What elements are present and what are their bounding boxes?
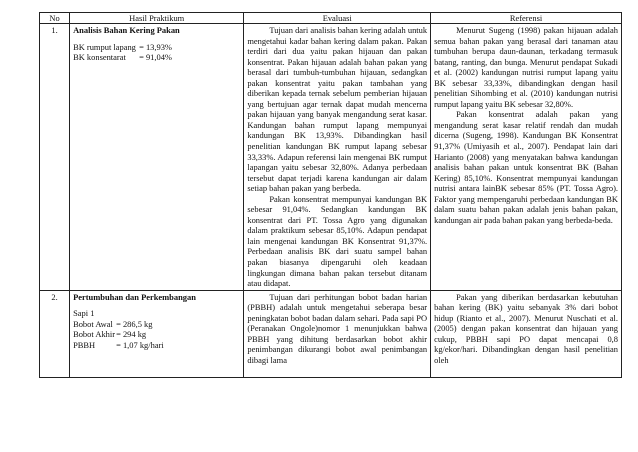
hasil-item-label: Bobot Awal	[73, 318, 113, 329]
hasil-cell	[70, 24, 244, 291]
hasil-item	[73, 329, 240, 340]
evaluasi-paragraph: Tujuan dari perhitungan bobot badan harian (PBBH) adalah untuk mengetahui seberapa besar peningkatan bobot badan dalam sehari. Pada sapi PO (Peranakan Ongole)nomor 1 menunjukkan bahwa PBBH yang dihitung berdasarkan bobot akhir penimbangan dikurangi bobot awal penimbangan dibagi lama	[247, 291, 428, 365]
hasil-item-value: = 286,5 kg	[116, 318, 153, 329]
referensi-paragraph: Menurut Sugeng (1998) pakan hijauan adalah semua bahan pakan yang berasal dari tanaman atau tumbuhan berupa daun-daunan, terkadang termasuk batang, ranting, dan bunga. Menurut pendapat Sukadi et al. (2002) kandungan nutrisi rumput lapang yaitu BK sebesar 33,33%, dibandingkan dengan hasil penelitian Sihombing et al. (2010) kandungan nutrisi rumput lapang yaitu BK sebesar 32,80%.	[434, 25, 618, 109]
hasil-item	[73, 52, 240, 63]
hasil-item	[73, 340, 240, 351]
hasil-item-value: = 1,07 kg/hari	[116, 339, 164, 350]
table-row	[40, 290, 622, 377]
hasil-title: Analisis Bahan Kering Pakan	[73, 25, 180, 35]
header-no: No	[40, 13, 70, 24]
evaluasi-cell	[244, 24, 431, 291]
hasil-cell	[70, 290, 244, 377]
hasil-item-value: = 294 kg	[116, 329, 147, 340]
header-referensi: Referensi	[431, 13, 622, 24]
hasil-item-value: = 13,93%	[139, 41, 172, 52]
header-hasil: Hasil Praktikum	[70, 13, 244, 24]
hasil-item	[73, 319, 240, 330]
hasil-title: Pertumbuhan dan Perkembangan	[73, 291, 196, 302]
hasil-item	[73, 42, 240, 53]
hasil-item-label: BK rumput lapang	[73, 41, 136, 52]
evaluasi-cell	[244, 290, 431, 377]
row-number: 2.	[40, 290, 70, 377]
referensi-paragraph: Pakan konsentrat adalah pakan yang mengandung serat kasar relatif rendah dan mudah dicerna (Sugeng, 1998). Kandungan BK Konsentrat 91,37% (Umiyasih et al., 2007). Pendapat lain dari Harianto (2008) yang menyatakan bahwa kandungan analisis bahan pakan untuk konsentrat BK (Bahan Kering) 85,10%. Konsentrat mempunyai kandungan nutrisi antara lainBK sebesar 85% (PT. Tossa Agro). Faktor yang mempengaruhi perbedaan kandungan BK dalam suatu bahan pakan adalah jenis bahan pakan, kandungan air pada bahan pakan yang berbeda-beda.	[434, 109, 618, 225]
header-evaluasi: Evaluasi	[244, 13, 431, 24]
referensi-cell	[431, 24, 622, 291]
referensi-cell	[431, 290, 622, 377]
hasil-item-label: Bobot Akhir	[73, 329, 116, 340]
evaluasi-paragraph: Tujuan dari analisis bahan kering adalah untuk mengetahui kadar bahan kering dalam pakan. Pakan terdiri dari dua yaitu pakan hijauan dan pakan konsentrat. Pakan hijauan adalah bahan pakan yang berasal dari tumbuh-tumbuhan hijauan, sedangkan pakan konsentrat yaitu pakan tambahan yang diberikan kepada ternak sebelum pemberian hijauan yang bertujuan agar ternak dapat mudah mencerna pakan hijauan yang banyak mengandung serat kasar. Kandungan bahan rumput lapang mempunyai kandungan BK 13,93%. Dibandingkan hasil penelitian kandungan BK rumput lapang sebesar 33,33%. Adapun referensi lain mengenai BK rumput lapangan yaitu sebesar 32,80%. Adanya perbedaan tersebut dapat terjadi karena kandungan air dalam setiap bahan pakan yang berbeda.	[247, 25, 428, 194]
evaluasi-paragraph: Pakan konsentrat mempunyai kandungan BK sebesar 91,04%. Sedangkan kandungan BK konsentrat dari PT. Tossa Agro yang digunakan dalam praktikum sebesar 85,10%. Adapun pendapat lain mengenai kandungan BK Konsentrat 91,37%. Perbedaan analisis BK dari suatu sampel bahan pakan biasanya dipengaruhi oleh keadaan lingkungan dimana bahan pakan tersebut ditanam atau didapat.	[247, 193, 428, 289]
hasil-item-label: PBBH	[73, 339, 96, 350]
hasil-subtitle: Sapi 1	[73, 308, 95, 319]
table-row	[40, 24, 622, 291]
praktikum-table	[39, 12, 622, 378]
hasil-item-value: = 91,04%	[139, 52, 172, 63]
hasil-item-label: BK konsentarat	[73, 52, 126, 63]
table-header-row	[40, 13, 622, 24]
row-number: 1.	[40, 24, 70, 291]
referensi-paragraph: Pakan yang diberikan berdasarkan kebutuhan bahan kering (BK) yaitu sebanyak 3% dari bobot hidup (Rianto et al., 2007). Menurut Nuschati et al. (2005) dengan pakan konsentrat dan hijauan yang cukup, PBBH sapi PO dapat mencapai 0,8 kg/ekor/hari. Dibandingkan dengan hasil penelitian oleh	[434, 291, 618, 365]
